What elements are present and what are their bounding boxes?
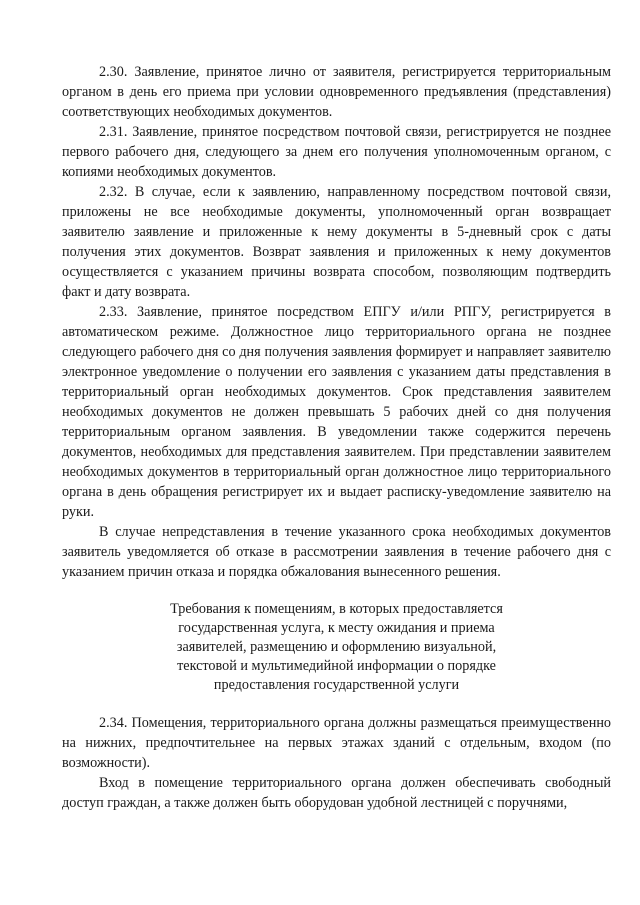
body-text-top [62, 62, 611, 582]
paragraph-2-33: 2.33. Заявление, принятое посредством ЕПГУ и/или РПГУ, регистрируется в автоматическом режиме. Должностное лицо территориального органа не позднее следующего рабочего дня со дня получения заявления формирует и направляет заявителю электронное уведомление о получении его заявления с указанием даты представления в территориальный орган необходимых документов. Срок представления заявителем необходимых документов не должен превышать 5 рабочих дней со дня получения территориальным органом заявления. В уведомлении также содержится перечень документов, необходимых для представления заявителем. При представлении заявителем необходимых документов в территориальный орган должностное лицо территориального органа в день обращения регистрирует их и выдает расписку-уведомление заявителю на руки. [62, 304, 611, 520]
spacer [62, 695, 611, 713]
paragraph-2-32: 2.32. В случае, если к заявлению, направленному посредством почтовой связи, приложены не все необходимые документы, уполномоченный орган возвращает заявителю заявление и приложенные к нему документы в 5-дневный срок с даты получения этих документов. Возврат заявления и приложенных к нему документов осуществляется с указанием причины возврата способом, позволяющим подтвердить факт и дату возврата. [62, 184, 611, 300]
document-page [62, 62, 611, 813]
paragraph-non-submission: В случае непредставления в течение указанного срока необходимых документов заявитель уведомляется об отказе в рассмотрении заявления в течение рабочего дня с указанием причин отказа и порядка обжалования вынесенного решения. [62, 524, 611, 580]
section-heading-line: текстовой и мультимедийной информации о порядке [177, 658, 496, 674]
paragraph-2-31: 2.31. Заявление, принятое посредством почтовой связи, регистрируется не позднее первого рабочего дня, следующего за днем его получения уполномоченным органом, с копиями необходимых документов. [62, 124, 611, 180]
section-heading-line: Требования к помещениям, в которых предоставляется [170, 601, 503, 617]
paragraph-2-30: 2.30. Заявление, принятое лично от заявителя, регистрируется территориальным органом в день его приема при условии одновременного предъявления (представления) соответствующих необходимых документов. [62, 64, 611, 120]
section-heading [157, 600, 517, 695]
paragraph-2-34: 2.34. Помещения, территориального органа должны размещаться преимущественно на нижних, предпочтительнее на первых этажах зданий с отдельным, входом (по возможности). [62, 715, 611, 771]
section-heading-line: государственная услуга, к месту ожидания и приема [178, 620, 495, 636]
section-heading-line: предоставления государственной услуги [213, 677, 460, 693]
spacer [62, 582, 611, 600]
body-text-bottom [62, 713, 611, 813]
section-heading-line: заявителей, размещению и оформлению визуальной, [176, 639, 497, 655]
paragraph-entrance: Вход в помещение территориального органа должен обеспечивать свободный доступ граждан, а также должен быть оборудован удобной лестницей с поручнями, [62, 775, 611, 811]
